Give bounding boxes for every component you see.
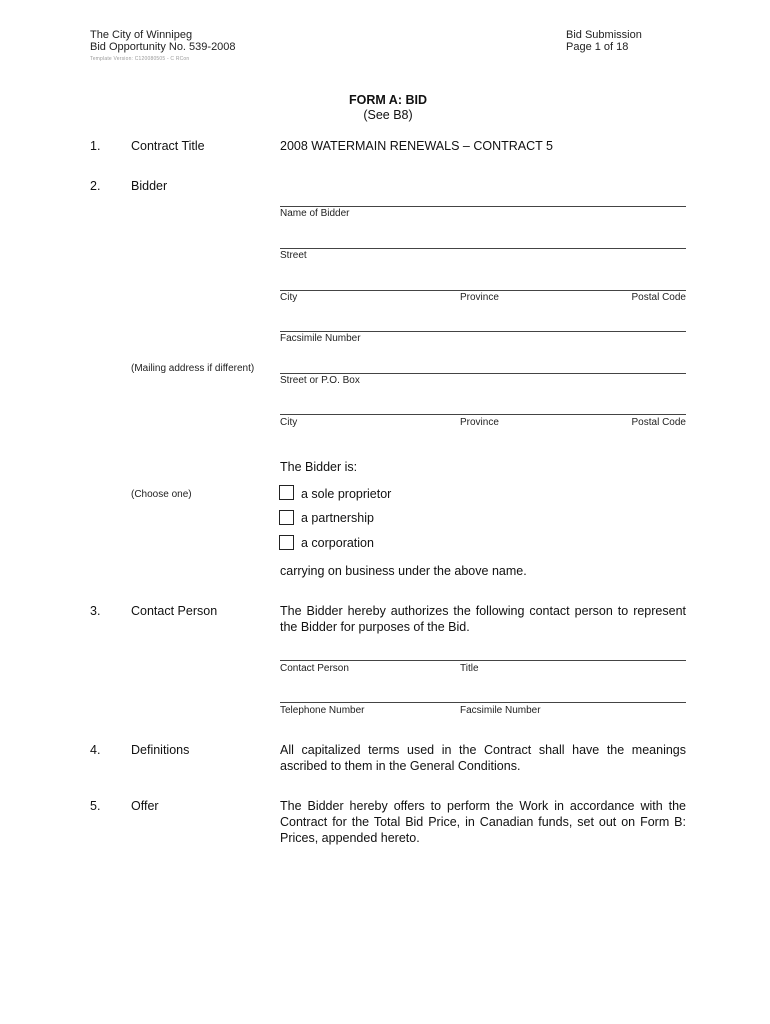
city-label: City xyxy=(280,292,298,303)
definitions-text-line2: ascribed to them in the General Conditions. xyxy=(280,759,521,773)
city-province-postal-line[interactable] xyxy=(280,290,686,291)
template-version: Template Version: C120080505 - C RCon xyxy=(90,56,190,62)
offer-text-line1: The Bidder hereby offers to perform the Work in accordance with the xyxy=(280,799,686,813)
street-po-box-line[interactable] xyxy=(280,373,686,374)
header-bid-opportunity: Bid Opportunity No. 539-2008 xyxy=(90,41,236,53)
corporation-checkbox[interactable] xyxy=(279,535,294,550)
definitions-text-line1: All capitalized terms used in the Contract shall have the meanings xyxy=(280,743,686,757)
mailing-postal-code-label: Postal Code xyxy=(631,417,686,428)
contact-facsimile-label: Facsimile Number xyxy=(460,705,541,716)
name-of-bidder-line[interactable] xyxy=(280,206,686,207)
contact-person-title-line[interactable] xyxy=(280,660,686,661)
mailing-address-note: (Mailing address if different) xyxy=(131,363,255,374)
section-2-heading: Bidder xyxy=(131,179,168,193)
mailing-city-label: City xyxy=(280,417,298,428)
telephone-fax-line[interactable] xyxy=(280,702,686,703)
offer-text-line3: Prices, appended hereto. xyxy=(280,831,420,845)
street-label: Street xyxy=(280,250,307,261)
partnership-label: a partnership xyxy=(301,511,374,525)
section-1-number: 1. xyxy=(90,139,101,153)
partnership-checkbox[interactable] xyxy=(279,510,294,525)
bidder-is-label: The Bidder is: xyxy=(280,460,358,474)
sole-proprietor-checkbox[interactable] xyxy=(279,485,294,500)
form-title: FORM A: BID xyxy=(349,93,427,107)
section-5-heading: Offer xyxy=(131,799,159,813)
header-page-number: Page 1 of 18 xyxy=(566,41,629,53)
contract-title-value: 2008 WATERMAIN RENEWALS – CONTRACT 5 xyxy=(280,139,553,153)
province-label: Province xyxy=(460,292,499,303)
corporation-label: a corporation xyxy=(301,536,374,550)
telephone-number-label: Telephone Number xyxy=(280,705,365,716)
sole-proprietor-label: a sole proprietor xyxy=(301,487,392,501)
street-line[interactable] xyxy=(280,248,686,249)
contact-person-text-line1: The Bidder hereby authorizes the following contact person to represent xyxy=(280,604,686,618)
section-4-number: 4. xyxy=(90,743,101,757)
form-subtitle: (See B8) xyxy=(363,108,413,122)
name-of-bidder-label: Name of Bidder xyxy=(280,208,350,219)
facsimile-label: Facsimile Number xyxy=(280,333,361,344)
section-5-number: 5. xyxy=(90,799,101,813)
section-4-heading: Definitions xyxy=(131,743,190,757)
header-organization: The City of Winnipeg xyxy=(90,29,193,41)
contact-person-text-line2: the Bidder for purposes of the Bid. xyxy=(280,620,470,634)
section-3-heading: Contact Person xyxy=(131,604,218,618)
header-bid-submission: Bid Submission xyxy=(566,29,642,41)
title-label: Title xyxy=(460,663,479,674)
section-3-number: 3. xyxy=(90,604,101,618)
mailing-city-province-postal-line[interactable] xyxy=(280,414,686,415)
mailing-province-label: Province xyxy=(460,417,499,428)
facsimile-line[interactable] xyxy=(280,331,686,332)
carrying-on-business-text: carrying on business under the above name. xyxy=(280,564,527,578)
postal-code-label: Postal Code xyxy=(631,292,686,303)
section-2-number: 2. xyxy=(90,179,101,193)
contact-person-label: Contact Person xyxy=(280,663,349,674)
offer-text-line2: Contract for the Total Bid Price, in Canadian funds, set out on Form B: xyxy=(280,815,686,829)
section-1-heading: Contract Title xyxy=(131,139,205,153)
choose-one-note: (Choose one) xyxy=(131,489,192,500)
street-po-box-label: Street or P.O. Box xyxy=(280,375,360,386)
